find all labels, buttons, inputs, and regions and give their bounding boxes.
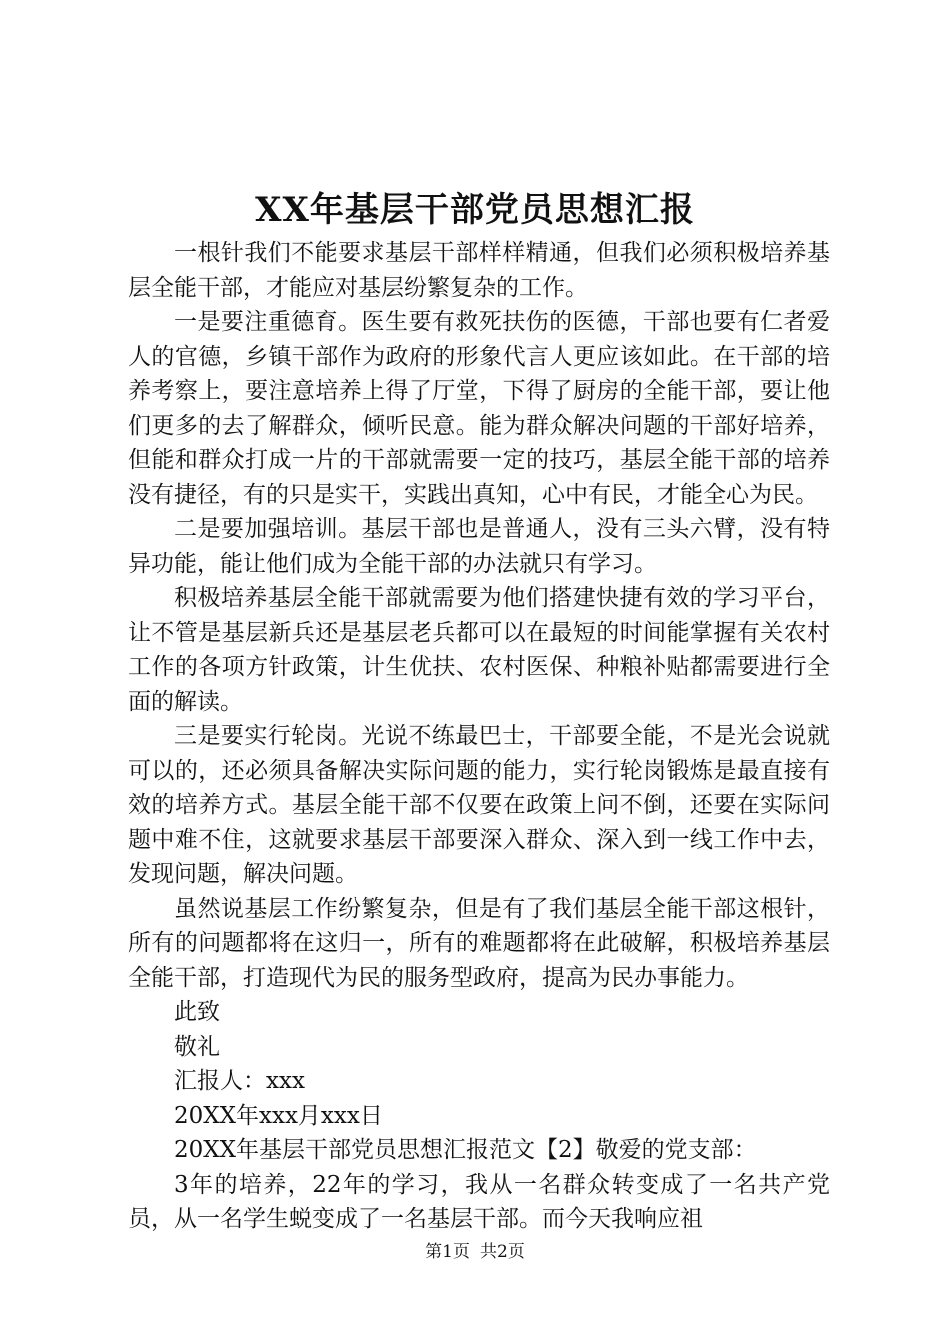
paragraph-learning-platform: 积极培养基层全能干部就需要为他们搭建快捷有效的学习平台，让不管是基层新兵还是基层老兵都可以在最短的时间能掌握有关农村工作的各项方针政策，计生优扶、农村医保、种粮补贴都需要进行全面的解读。 (128, 585, 830, 715)
page-total: 共2页 (480, 1242, 525, 1262)
document-title: XX年基层干部党员思想汇报 (255, 190, 695, 230)
page-number: 第1页 (425, 1242, 470, 1262)
paragraph-conclusion: 虽然说基层工作纷繁复杂，但是有了我们基层全能干部这根针，所有的问题都将在这归一，所有的难题都将在此破解，积极培养基层全能干部，打造现代为民的服务型政府，提高为民办事能力。 (128, 895, 830, 991)
closing-salutation: 此致 (174, 999, 220, 1025)
next-section-heading: 20XX年基层干部党员思想汇报范文【2】敬爱的党支部： (174, 1137, 757, 1163)
next-section-paragraph: 3年的培养，22年的学习，我从一名群众转变成了一名共产党员，从一名学生蜕变成了一名基层干部。而今天我响应祖 (128, 1171, 830, 1232)
paragraph-intro: 一根针我们不能要求基层干部样样精通，但我们必须积极培养基层全能干部，才能应对基层纷繁复杂的工作。 (128, 240, 830, 301)
closing-regards: 敬礼 (174, 1033, 220, 1060)
paragraph-training: 二是要加强培训。基层干部也是普通人，没有三头六臂，没有特异功能，能让他们成为全能干部的办法就只有学习。 (128, 516, 830, 577)
closing-date: 20XX年xxx月xxx日 (174, 1102, 383, 1129)
paragraph-rotation: 三是要实行轮岗。光说不练最巴士，干部要全能，不是光会说就可以的，还必须具备解决实际问题的能力，实行轮岗锻炼是最直接有效的培养方式。基层全能干部不仅要在政策上问不倒，还要在实际问题中难不住，这就要求基层干部要深入群众、深入到一线工作中去，发现问题，解决问题。 (128, 723, 830, 887)
page-footer (0, 1240, 950, 1264)
document-body (128, 236, 830, 1237)
closing-reporter: 汇报人：xxx (174, 1068, 305, 1094)
paragraph-moral-education: 一是要注重德育。医生要有救死扶伤的医德，干部也要有仁者爱人的官德，乡镇干部作为政府的形象代言人更应该如此。在干部的培养考察上，要注意培养上得了厅堂，下得了厨房的全能干部，要让他们更多的去了解群众，倾听民意。能为群众解决问题的干部好培养，但能和群众打成一片的干部就需要一定的技巧，基层全能干部的培养没有捷径，有的只是实干，实践出真知，心中有民，才能全心为民。 (128, 309, 830, 508)
